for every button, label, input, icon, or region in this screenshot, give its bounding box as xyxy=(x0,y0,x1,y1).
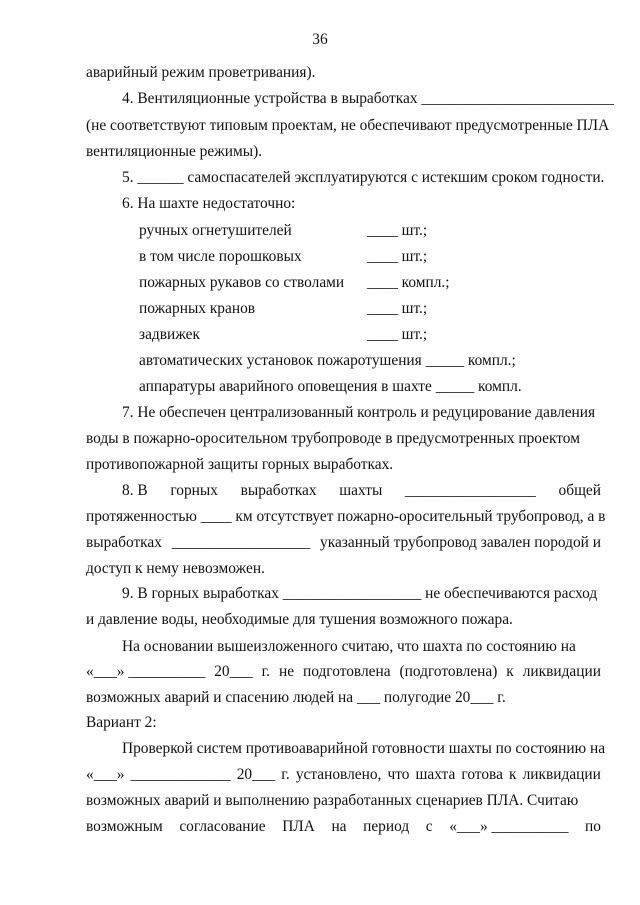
text-line: «___» __________ 20___ г. не подготовлена (подготовлена) к ликвидации xyxy=(86,663,601,680)
item-9-line: 9. В горных выработках __________________ не обеспечиваются расход xyxy=(122,585,598,602)
item-4-line: 4. Вентиляционные устройства в выработках _________________________ xyxy=(122,90,614,107)
shortage-value: ____ компл.; xyxy=(367,274,450,291)
item-5-line: 5. ______ самоспасателей эксплуатируются с истекшим сроком годности. xyxy=(122,169,605,186)
text-line: возможным согласование ПЛА на период с «___» __________ по xyxy=(86,818,601,835)
variant-heading: Вариант 2: xyxy=(86,714,157,731)
shortage-label: пожарных кранов xyxy=(139,300,256,317)
shortage-label: пожарных рукавов со стволами xyxy=(139,274,345,291)
shortage-value: ____ шт.; xyxy=(367,300,428,317)
text-line: возможных аварий и выполнению разработанных сценариев ПЛА. Считаю xyxy=(86,792,579,809)
page-number: 36 xyxy=(312,31,328,48)
text-line: доступ к нему невозможен. xyxy=(86,560,265,577)
shortage-label: ручных огнетушителей xyxy=(139,222,292,239)
item-7-line: 7. Не обеспечен централизованный контроль и редуцирование давления xyxy=(122,404,596,421)
text-line: (не соответствуют типовым проектам, не обеспечивают предусмотренные ПЛА xyxy=(86,117,610,134)
text-line: выработках __________________ указанный трубопровод завален породой и xyxy=(86,534,601,551)
text-line: противопожарной защиты горных выработках. xyxy=(86,456,394,473)
text-line: вентиляционные режимы). xyxy=(86,143,263,160)
text-line: воды в пожарно-оросительном трубопроводе в предусмотренных проектом xyxy=(86,430,580,447)
item-6-heading: 6. На шахте недостаточно: xyxy=(122,195,296,212)
shortage-value: ____ шт.; xyxy=(367,326,428,343)
text-line: аварийный режим проветривания). xyxy=(86,64,316,81)
shortage-value: ____ шт.; xyxy=(367,248,428,265)
shortage-value: ____ шт.; xyxy=(367,222,428,239)
shortage-label: в том числе порошковых xyxy=(139,248,302,265)
shortage-label: задвижек xyxy=(139,326,200,343)
item-8-line: 8. В горных выработках шахты _________________ общей xyxy=(122,482,601,499)
text-line: и давление воды, необходимые для тушения возможного пожара. xyxy=(86,611,513,628)
text-line: возможных аварий и спасению людей на ___ полугодие 20___ г. xyxy=(86,689,506,706)
text-line: протяженностью ____ км отсутствует пожарно-оросительный трубопровод, а в xyxy=(86,508,606,525)
text-line: аппаратуры аварийного оповещения в шахте _____ компл. xyxy=(139,378,522,395)
text-line: «___» _____________ 20___ г. установлено, что шахта готова к ликвидации xyxy=(86,766,601,783)
text-line: На основании вышеизложенного считаю, что шахта по состоянию на xyxy=(122,638,576,655)
text-line: автоматических установок пожаротушения _____ компл.; xyxy=(139,352,516,369)
text-line: Проверкой систем противоаварийной готовности шахты по состоянию на xyxy=(122,740,606,757)
